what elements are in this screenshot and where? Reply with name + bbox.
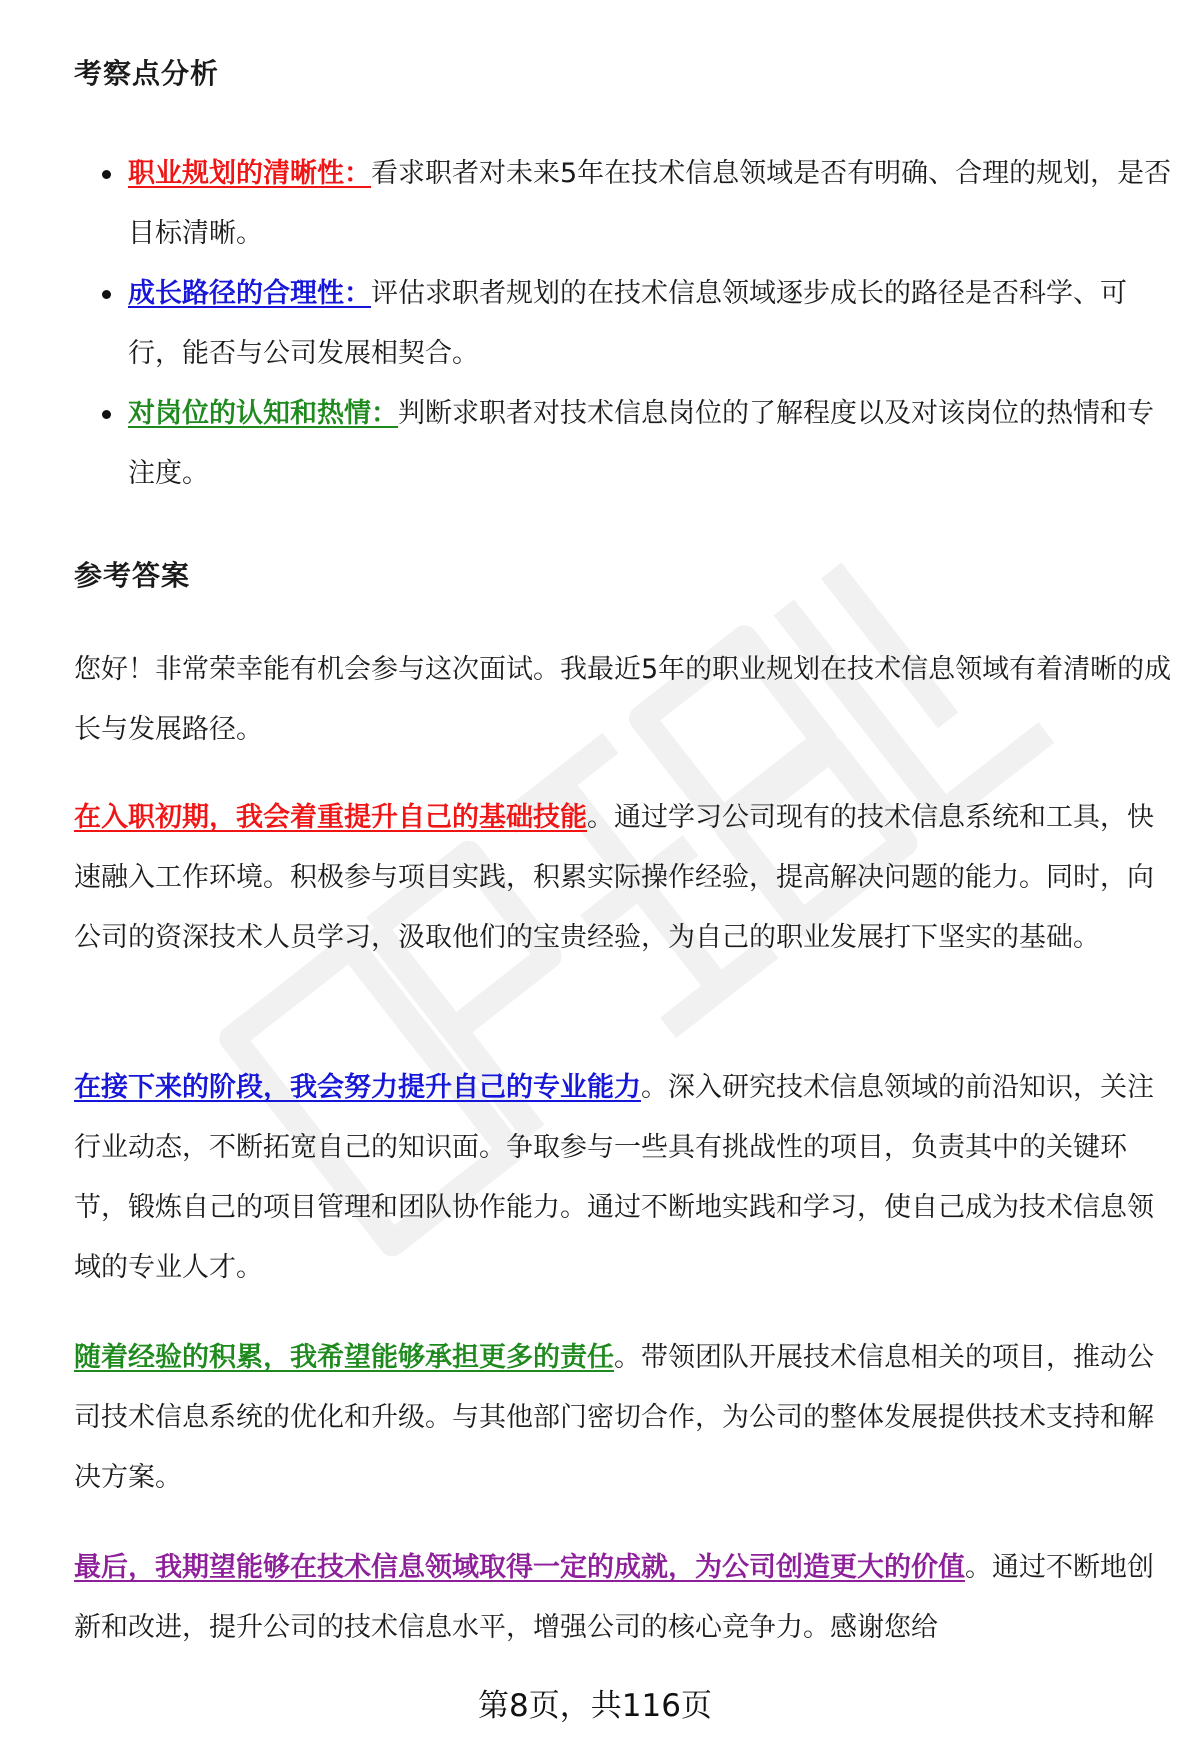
list-item [74, 384, 1174, 504]
paragraph-highlight: 在接下来的阶段，我会努力提升自己的专业能力 [74, 1072, 641, 1103]
bullet-icon [102, 170, 111, 179]
list-item [74, 264, 1174, 384]
paragraph-highlight: 随着经验的积累，我希望能够承担更多的责任 [74, 1342, 614, 1373]
answer-paragraph [74, 1058, 1174, 1298]
point-highlight: 成长路径的合理性： [128, 278, 371, 309]
section-title-analysis: 考察点分析 [74, 57, 220, 90]
answer-intro: 您好！非常荣幸能有机会参与这次面试。我最近5年的职业规划在技术信息领域有着清晰的成长与发展路径。 [74, 654, 1172, 745]
analysis-point-list [74, 144, 1174, 504]
paragraph-text: 。带领团队开展技术信息相关的项目，推动公司技术信息系统的优化和升级。与其他部门密切合作，为公司的整体发展提供技术支持和解决方案。 [74, 1342, 1154, 1493]
bullet-icon [102, 290, 111, 299]
paragraph-text: 。通过学习公司现有的技术信息系统和工具，快速融入工作环境。积极参与项目实践，积累实际操作经验，提高解决问题的能力。同时，向公司的资深技术人员学习，汲取他们的宝贵经验，为自己的职业发展打下坚实的基础。 [74, 802, 1154, 953]
page-number: 第8页，共116页 [478, 1688, 712, 1724]
point-highlight: 对岗位的认知和热情： [128, 398, 398, 429]
paragraph-highlight: 在入职初期，我会着重提升自己的基础技能 [74, 802, 587, 833]
paragraph-text: 。深入研究技术信息领域的前沿知识，关注行业动态，不断拓宽自己的知识面。争取参与一些具有挑战性的项目，负责其中的关键环节，锻炼自己的项目管理和团队协作能力。通过不断地实践和学习，使自己成为技术信息领域的专业人才。 [74, 1072, 1154, 1283]
section-title-answer: 参考答案 [74, 559, 191, 592]
paragraph-highlight: 最后，我期望能够在技术信息领域取得一定的成就，为公司创造更大的价值 [74, 1552, 965, 1583]
answer-paragraph [74, 788, 1174, 968]
answer-paragraph [74, 1538, 1174, 1658]
answer-paragraph [74, 1328, 1174, 1508]
point-text: 看求职者对未来5年在技术信息领域是否有明确、合理的规划，是否目标清晰。 [128, 158, 1172, 249]
list-item [74, 144, 1174, 264]
point-highlight: 职业规划的清晰性： [128, 158, 371, 189]
bullet-icon [102, 410, 111, 419]
point-text: 评估求职者规划的在技术信息领域逐步成长的路径是否科学、可行，能否与公司发展相契合。 [128, 278, 1127, 369]
paragraph-text: 。通过不断地创新和改进，提升公司的技术信息水平，增强公司的核心竞争力。感谢您给 [74, 1552, 1154, 1643]
point-text: 判断求职者对技术信息岗位的了解程度以及对该岗位的热情和专注度。 [128, 398, 1154, 489]
